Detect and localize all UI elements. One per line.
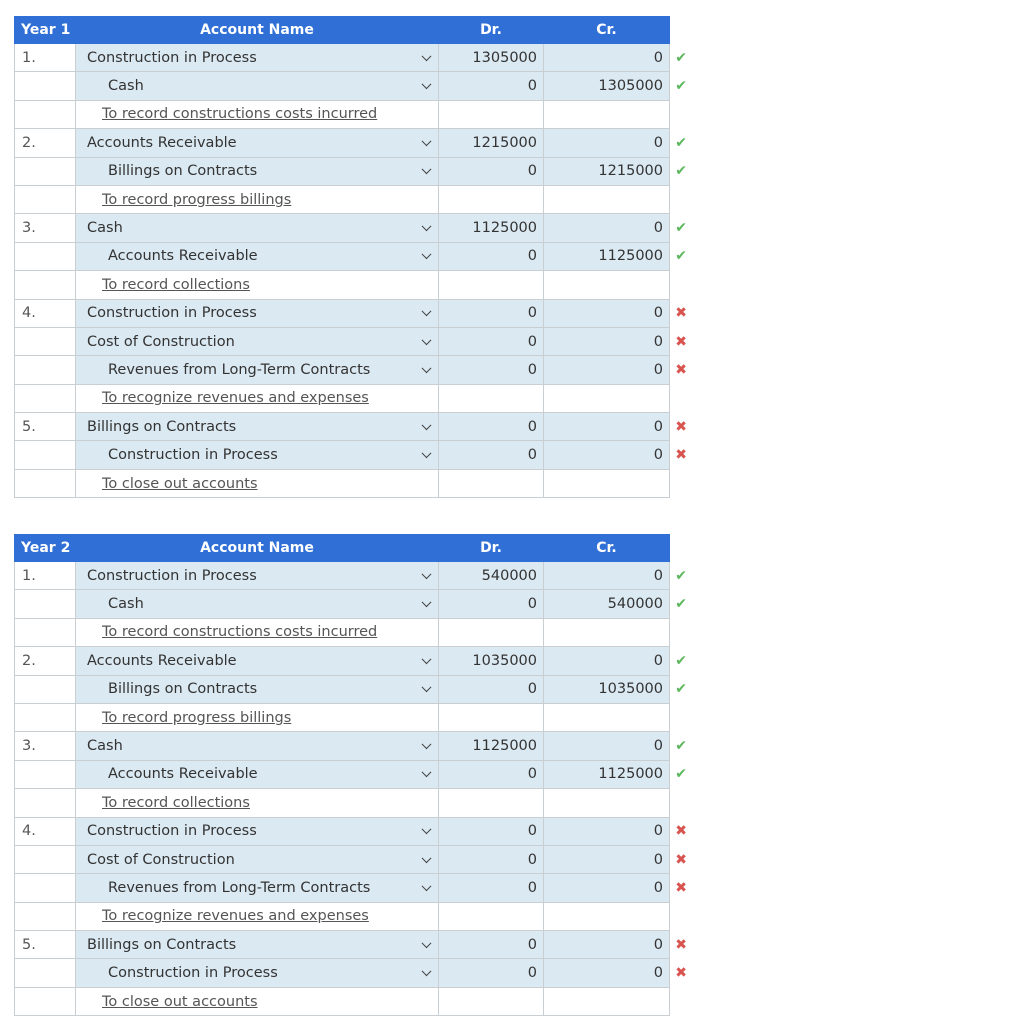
account-select[interactable] — [76, 845, 439, 873]
account-select[interactable] — [76, 874, 439, 902]
empty-cell — [544, 987, 670, 1015]
credit-value: 0 — [653, 879, 663, 896]
table-row — [15, 562, 670, 590]
empty-cell — [439, 902, 544, 930]
debit-value: 0 — [527, 879, 537, 896]
account-name: Billings on Contracts — [87, 418, 237, 435]
debit-input[interactable] — [439, 760, 544, 788]
chevron-down-icon[interactable] — [422, 250, 432, 260]
check-icon: ✔ — [675, 248, 687, 265]
cross-icon: ✖ — [675, 361, 687, 378]
entry-description: To close out accounts — [102, 993, 258, 1010]
chevron-down-icon[interactable] — [422, 420, 432, 430]
empty-cell — [15, 72, 76, 100]
entry-description: To record constructions costs incurred — [102, 624, 378, 641]
chevron-down-icon[interactable] — [422, 739, 432, 749]
credit-value: 0 — [653, 333, 663, 350]
table-row — [15, 931, 670, 959]
debit-input[interactable] — [439, 732, 544, 760]
account-name: Construction in Process — [87, 823, 257, 840]
account-select[interactable] — [76, 413, 439, 441]
debit-input[interactable] — [439, 874, 544, 902]
account-name: Billings on Contracts — [108, 681, 258, 698]
credit-input[interactable] — [544, 874, 687, 902]
debit-header: Dr. — [439, 535, 544, 562]
empty-cell — [15, 845, 76, 873]
account-name: Construction in Process — [108, 965, 278, 982]
debit-value: 0 — [527, 681, 537, 698]
debit-value: 0 — [527, 361, 537, 378]
chevron-down-icon[interactable] — [422, 881, 432, 891]
table-row — [15, 242, 670, 270]
check-icon: ✔ — [675, 766, 687, 783]
debit-value: 540000 — [481, 567, 537, 584]
empty-cell — [15, 902, 76, 930]
empty-cell — [439, 271, 544, 299]
empty-cell — [544, 271, 670, 299]
empty-cell — [15, 100, 76, 128]
empty-cell — [15, 356, 76, 384]
empty-cell — [439, 618, 544, 646]
credit-value: 540000 — [607, 596, 663, 613]
empty-cell — [544, 902, 670, 930]
account-select[interactable] — [76, 931, 439, 959]
empty-cell — [544, 384, 670, 412]
entry-description-cell — [76, 100, 439, 128]
entry-description: To recognize revenues and expenses — [102, 908, 369, 925]
debit-header: Dr. — [439, 17, 544, 44]
account-name: Billings on Contracts — [108, 163, 258, 180]
debit-input[interactable] — [439, 647, 544, 675]
entry-description: To record progress billings — [102, 191, 292, 208]
check-icon: ✔ — [675, 49, 687, 66]
debit-input[interactable] — [439, 356, 544, 384]
credit-value: 0 — [653, 965, 663, 982]
entry-description-cell — [76, 703, 439, 731]
entry-number: 1. — [15, 44, 76, 72]
entry-description-cell — [76, 185, 439, 213]
debit-input[interactable] — [439, 817, 544, 845]
empty-cell — [544, 100, 670, 128]
chevron-down-icon[interactable] — [422, 165, 432, 175]
empty-cell — [15, 987, 76, 1015]
chevron-down-icon[interactable] — [422, 307, 432, 317]
debit-input[interactable] — [439, 299, 544, 327]
entry-number: 5. — [15, 413, 76, 441]
empty-cell — [15, 789, 76, 817]
credit-value: 0 — [653, 305, 663, 322]
entry-description-cell — [76, 618, 439, 646]
debit-value: 0 — [527, 596, 537, 613]
empty-cell — [15, 618, 76, 646]
table-row — [15, 874, 670, 902]
debit-value: 0 — [527, 333, 537, 350]
chevron-down-icon[interactable] — [422, 448, 432, 458]
credit-input[interactable] — [544, 72, 687, 100]
table-row — [15, 959, 670, 987]
credit-value: 0 — [653, 823, 663, 840]
cross-icon: ✖ — [675, 936, 687, 953]
entry-description-cell — [76, 271, 439, 299]
account-name: Construction in Process — [87, 305, 257, 322]
entry-number: 4. — [15, 299, 76, 327]
table-row — [15, 44, 670, 72]
account-select[interactable] — [76, 590, 439, 618]
cross-icon: ✖ — [675, 879, 687, 896]
entry-number: 5. — [15, 931, 76, 959]
entry-number: 4. — [15, 817, 76, 845]
debit-value: 0 — [527, 447, 537, 464]
check-icon: ✔ — [675, 134, 687, 151]
account-name: Cash — [87, 738, 123, 755]
empty-cell — [15, 441, 76, 469]
account-name: Cash — [108, 78, 144, 95]
empty-cell — [15, 590, 76, 618]
entry-description: To recognize revenues and expenses — [102, 390, 369, 407]
debit-input[interactable] — [439, 157, 544, 185]
chevron-down-icon[interactable] — [422, 597, 432, 607]
entry-note-row — [15, 100, 670, 128]
account-select[interactable] — [76, 760, 439, 788]
account-name: Cost of Construction — [87, 333, 235, 350]
empty-cell — [544, 703, 670, 731]
debit-value: 0 — [527, 851, 537, 868]
debit-input[interactable] — [439, 590, 544, 618]
cross-icon: ✖ — [675, 851, 687, 868]
chevron-down-icon[interactable] — [422, 938, 432, 948]
entry-description: To close out accounts — [102, 475, 258, 492]
entry-description: To record collections — [102, 276, 250, 293]
check-icon: ✔ — [675, 681, 687, 698]
chevron-down-icon[interactable] — [422, 825, 432, 835]
table-row — [15, 817, 670, 845]
account-select[interactable] — [76, 356, 439, 384]
chevron-down-icon[interactable] — [422, 221, 432, 231]
account-select[interactable] — [76, 959, 439, 987]
table-header — [15, 535, 670, 562]
entry-note-row — [15, 987, 670, 1015]
empty-cell — [544, 469, 670, 497]
empty-cell — [15, 157, 76, 185]
credit-input[interactable] — [544, 441, 687, 469]
credit-input[interactable] — [544, 413, 687, 441]
check-icon: ✔ — [675, 567, 687, 584]
credit-value: 0 — [653, 418, 663, 435]
table-row — [15, 590, 670, 618]
chevron-down-icon[interactable] — [422, 335, 432, 345]
chevron-down-icon[interactable] — [422, 79, 432, 89]
empty-cell — [15, 703, 76, 731]
debit-value: 0 — [527, 78, 537, 95]
table-row — [15, 413, 670, 441]
credit-value: 0 — [653, 738, 663, 755]
credit-input[interactable] — [544, 157, 687, 185]
account-select[interactable] — [76, 72, 439, 100]
check-icon: ✔ — [675, 78, 687, 95]
chevron-down-icon[interactable] — [422, 654, 432, 664]
chevron-down-icon[interactable] — [422, 136, 432, 146]
entry-number: 3. — [15, 214, 76, 242]
entry-description-cell — [76, 987, 439, 1015]
debit-value: 1125000 — [472, 220, 537, 237]
credit-input[interactable] — [544, 959, 687, 987]
table-header — [15, 17, 670, 44]
account-select[interactable] — [76, 817, 439, 845]
credit-input[interactable] — [544, 356, 687, 384]
cross-icon: ✖ — [675, 823, 687, 840]
credit-value: 0 — [653, 361, 663, 378]
entry-number: 1. — [15, 562, 76, 590]
account-name-header: Account Name — [76, 535, 439, 562]
credit-header: Cr. — [544, 17, 670, 44]
entry-note-row — [15, 618, 670, 646]
credit-input[interactable] — [544, 242, 687, 270]
empty-cell — [439, 100, 544, 128]
debit-input[interactable] — [439, 242, 544, 270]
credit-value: 1125000 — [598, 248, 663, 265]
debit-value: 1215000 — [472, 134, 537, 151]
account-select[interactable] — [76, 242, 439, 270]
table-row — [15, 675, 670, 703]
debit-input[interactable] — [439, 562, 544, 590]
credit-input[interactable] — [544, 214, 687, 242]
empty-cell — [439, 789, 544, 817]
credit-input[interactable] — [544, 817, 687, 845]
credit-value: 0 — [653, 652, 663, 669]
credit-input[interactable] — [544, 562, 687, 590]
empty-cell — [15, 185, 76, 213]
entry-note-row — [15, 469, 670, 497]
debit-input[interactable] — [439, 214, 544, 242]
credit-input[interactable] — [544, 760, 687, 788]
account-name: Accounts Receivable — [87, 134, 237, 151]
debit-value: 0 — [527, 163, 537, 180]
account-select[interactable] — [76, 562, 439, 590]
account-name: Cost of Construction — [87, 851, 235, 868]
entry-number: 3. — [15, 732, 76, 760]
credit-value: 1215000 — [598, 163, 663, 180]
account-select[interactable] — [76, 299, 439, 327]
entry-number: 2. — [15, 129, 76, 157]
table-row — [15, 647, 670, 675]
chevron-down-icon[interactable] — [422, 51, 432, 61]
account-name-header: Account Name — [76, 17, 439, 44]
chevron-down-icon[interactable] — [422, 853, 432, 863]
cross-icon: ✖ — [675, 965, 687, 982]
debit-value: 1035000 — [472, 652, 537, 669]
debit-input[interactable] — [439, 931, 544, 959]
check-icon: ✔ — [675, 220, 687, 237]
debit-value: 0 — [527, 418, 537, 435]
cross-icon: ✖ — [675, 305, 687, 322]
credit-value: 1035000 — [598, 681, 663, 698]
journal-table — [14, 16, 687, 498]
empty-cell — [439, 384, 544, 412]
empty-cell — [439, 185, 544, 213]
check-icon: ✔ — [675, 652, 687, 669]
credit-input[interactable] — [544, 129, 687, 157]
entry-description: To record constructions costs incurred — [102, 106, 378, 123]
account-select[interactable] — [76, 732, 439, 760]
credit-header: Cr. — [544, 535, 670, 562]
account-select[interactable] — [76, 44, 439, 72]
table-row — [15, 157, 670, 185]
credit-input[interactable] — [544, 931, 687, 959]
table-row — [15, 760, 670, 788]
chevron-down-icon[interactable] — [422, 966, 432, 976]
account-name: Cash — [87, 220, 123, 237]
check-icon: ✔ — [675, 738, 687, 755]
table-row — [15, 214, 670, 242]
table-row — [15, 327, 670, 355]
empty-cell — [544, 789, 670, 817]
empty-cell — [15, 675, 76, 703]
chevron-down-icon[interactable] — [422, 569, 432, 579]
check-icon: ✔ — [675, 596, 687, 613]
table-row — [15, 129, 670, 157]
account-name: Accounts Receivable — [108, 248, 258, 265]
debit-input[interactable] — [439, 845, 544, 873]
debit-input[interactable] — [439, 413, 544, 441]
account-name: Construction in Process — [87, 49, 257, 66]
debit-input[interactable] — [439, 441, 544, 469]
account-name: Revenues from Long-Term Contracts — [108, 879, 371, 896]
cross-icon: ✖ — [675, 447, 687, 464]
credit-input[interactable] — [544, 44, 687, 72]
debit-input[interactable] — [439, 327, 544, 355]
journal-table — [14, 534, 687, 1016]
debit-input[interactable] — [439, 959, 544, 987]
empty-cell — [15, 874, 76, 902]
account-name: Construction in Process — [108, 447, 278, 464]
empty-cell — [439, 469, 544, 497]
cross-icon: ✖ — [675, 333, 687, 350]
entry-description-cell — [76, 902, 439, 930]
cross-icon: ✖ — [675, 418, 687, 435]
credit-input[interactable] — [544, 675, 687, 703]
credit-value: 0 — [653, 134, 663, 151]
credit-value: 1125000 — [598, 766, 663, 783]
table-row — [15, 356, 670, 384]
empty-cell — [439, 703, 544, 731]
entry-note-row — [15, 185, 670, 213]
table-row — [15, 72, 670, 100]
account-select[interactable] — [76, 214, 439, 242]
debit-input[interactable] — [439, 675, 544, 703]
credit-input[interactable] — [544, 327, 687, 355]
credit-value: 0 — [653, 447, 663, 464]
debit-value: 0 — [527, 305, 537, 322]
debit-value: 0 — [527, 766, 537, 783]
account-select[interactable] — [76, 647, 439, 675]
empty-cell — [544, 185, 670, 213]
account-select[interactable] — [76, 157, 439, 185]
credit-input[interactable] — [544, 845, 687, 873]
entry-note-row — [15, 384, 670, 412]
empty-cell — [15, 271, 76, 299]
chevron-down-icon[interactable] — [422, 683, 432, 693]
empty-cell — [544, 618, 670, 646]
account-name: Construction in Process — [87, 567, 257, 584]
entry-note-row — [15, 271, 670, 299]
credit-value: 0 — [653, 851, 663, 868]
empty-cell — [15, 384, 76, 412]
entry-description: To record progress billings — [102, 709, 292, 726]
debit-value: 0 — [527, 965, 537, 982]
debit-input[interactable] — [439, 72, 544, 100]
entry-description-cell — [76, 469, 439, 497]
debit-value: 1125000 — [472, 738, 537, 755]
check-icon: ✔ — [675, 163, 687, 180]
debit-input[interactable] — [439, 44, 544, 72]
account-select[interactable] — [76, 441, 439, 469]
credit-input[interactable] — [544, 647, 687, 675]
chevron-down-icon[interactable] — [422, 363, 432, 373]
entry-note-row — [15, 703, 670, 731]
debit-value: 1305000 — [472, 49, 537, 66]
account-name: Billings on Contracts — [87, 936, 237, 953]
debit-value: 0 — [527, 823, 537, 840]
account-select[interactable] — [76, 129, 439, 157]
account-name: Accounts Receivable — [87, 652, 237, 669]
debit-value: 0 — [527, 936, 537, 953]
year-label: Year 2 — [15, 535, 76, 562]
credit-value: 1305000 — [598, 78, 663, 95]
table-row — [15, 299, 670, 327]
entry-note-row — [15, 789, 670, 817]
year-label: Year 1 — [15, 17, 76, 44]
entry-description: To record collections — [102, 794, 250, 811]
empty-cell — [15, 959, 76, 987]
entry-description-cell — [76, 384, 439, 412]
account-select[interactable] — [76, 327, 439, 355]
empty-cell — [15, 469, 76, 497]
credit-value: 0 — [653, 567, 663, 584]
account-name: Accounts Receivable — [108, 766, 258, 783]
credit-value: 0 — [653, 220, 663, 237]
table-row — [15, 441, 670, 469]
empty-cell — [15, 327, 76, 355]
table-row — [15, 732, 670, 760]
empty-cell — [439, 987, 544, 1015]
credit-value: 0 — [653, 936, 663, 953]
entry-note-row — [15, 902, 670, 930]
credit-value: 0 — [653, 49, 663, 66]
credit-input[interactable] — [544, 299, 687, 327]
account-name: Revenues from Long-Term Contracts — [108, 361, 371, 378]
debit-value: 0 — [527, 248, 537, 265]
chevron-down-icon[interactable] — [422, 768, 432, 778]
account-name: Cash — [108, 596, 144, 613]
entry-description-cell — [76, 789, 439, 817]
table-row — [15, 845, 670, 873]
empty-cell — [15, 760, 76, 788]
account-select[interactable] — [76, 675, 439, 703]
credit-input[interactable] — [544, 732, 687, 760]
entry-number: 2. — [15, 647, 76, 675]
empty-cell — [15, 242, 76, 270]
credit-input[interactable] — [544, 590, 687, 618]
debit-input[interactable] — [439, 129, 544, 157]
